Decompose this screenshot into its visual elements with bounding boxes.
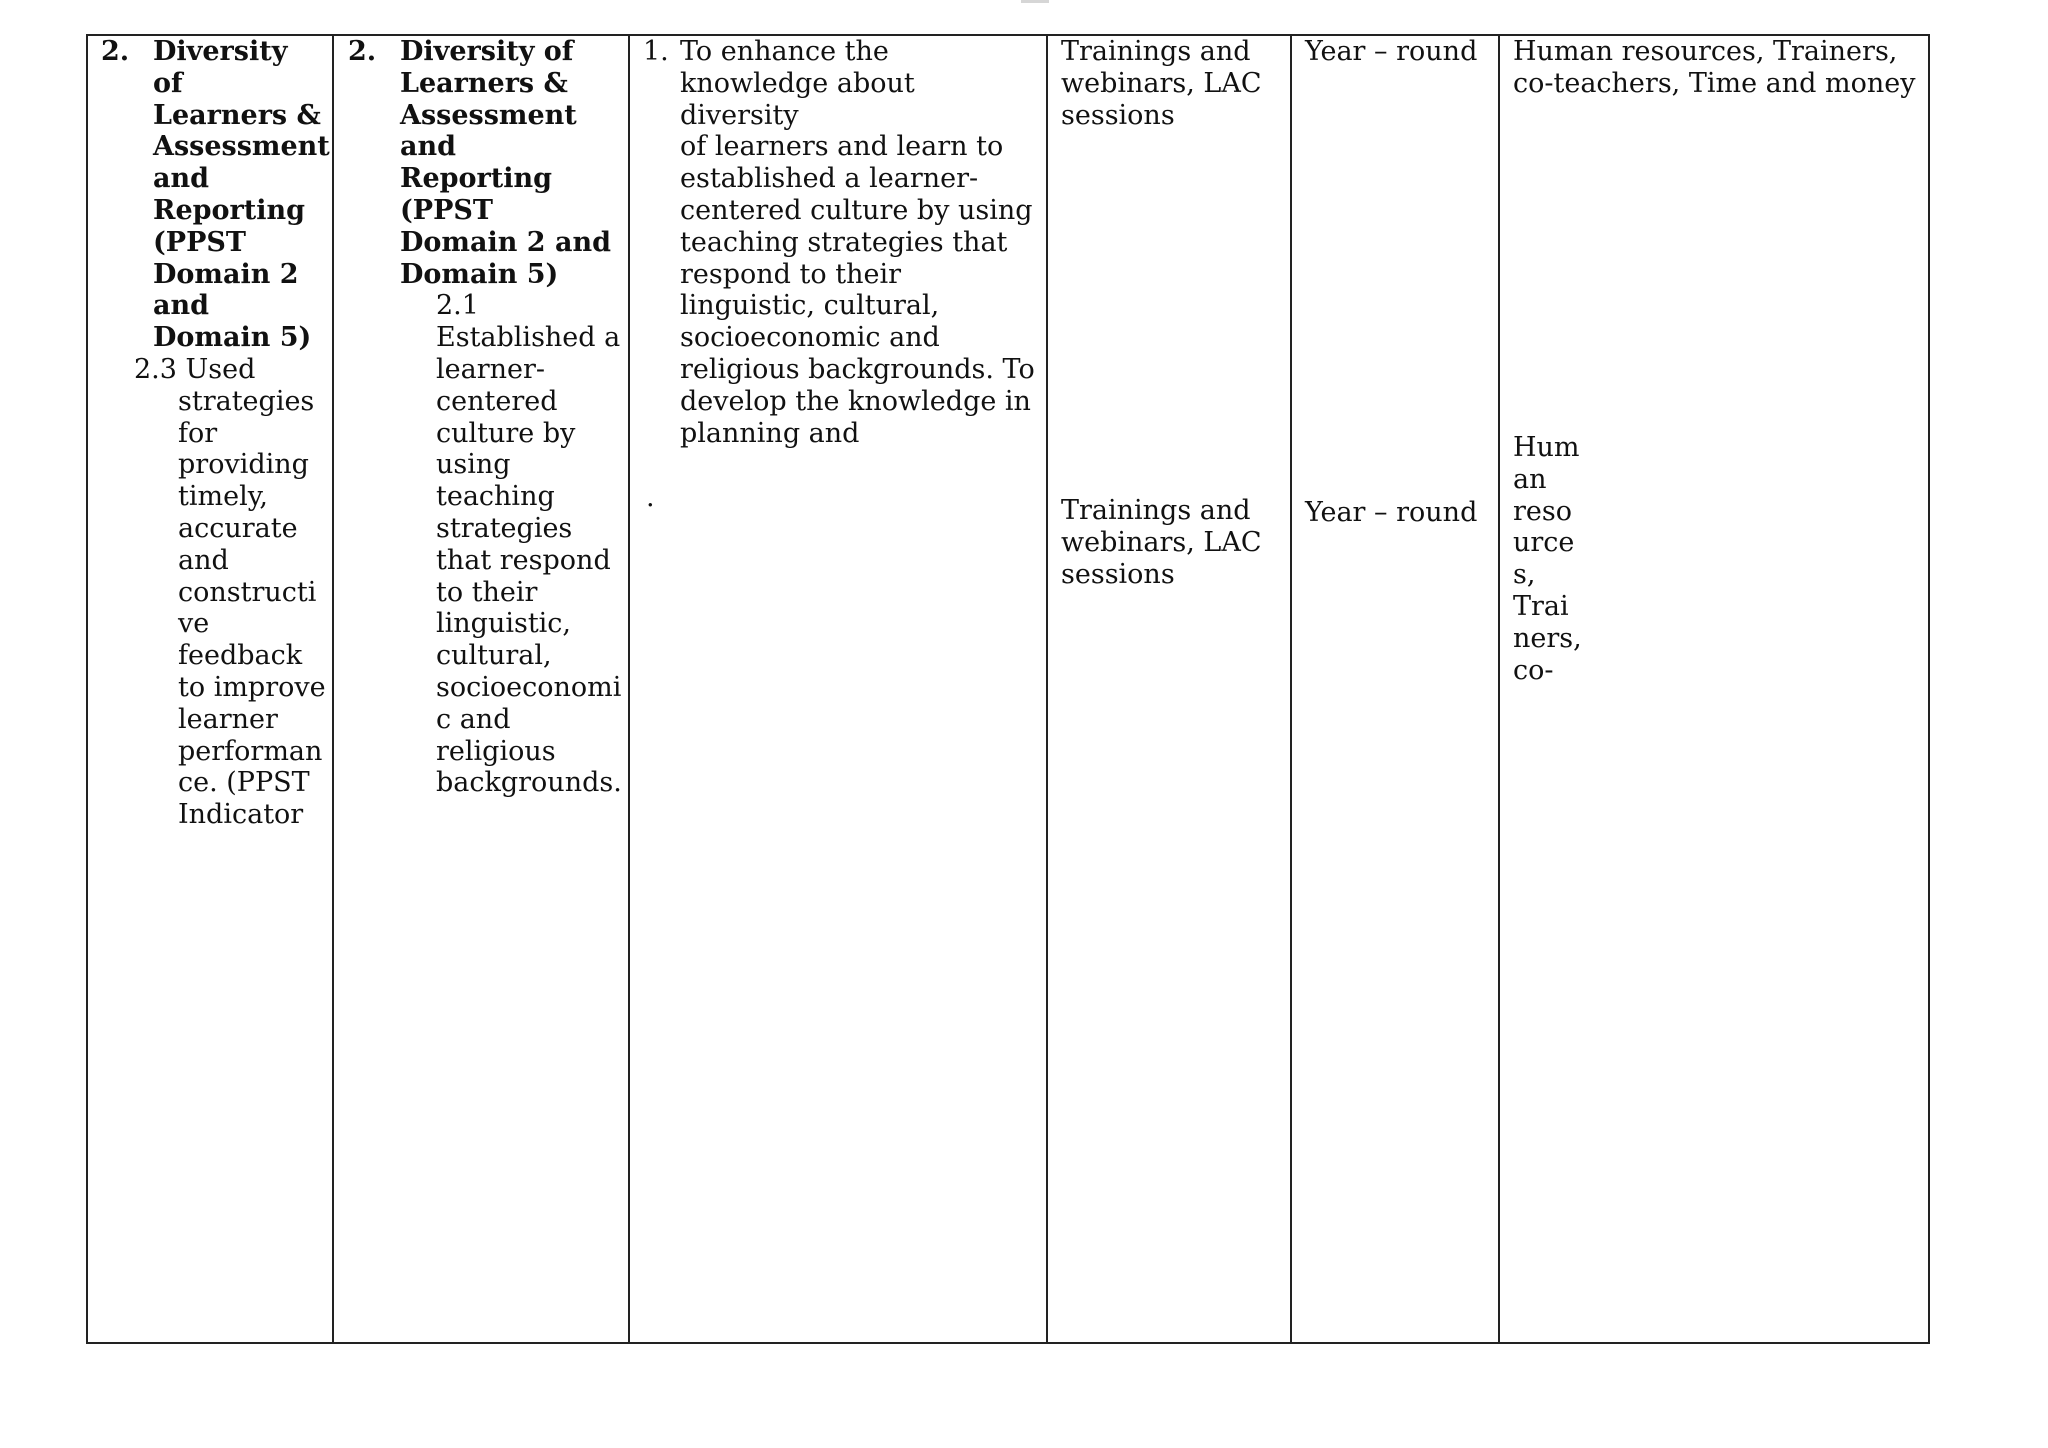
heading-line: Reporting [400,163,552,195]
indicator-line: backgrounds. [436,767,622,799]
resources-line: Trai [1513,590,1569,622]
competency-cell [333,35,629,1343]
domain-heading [334,36,628,290]
indicator-line: 2.3 Used [134,353,256,385]
indicator-line: Established a [436,322,621,354]
activity-line: webinars, LAC [1061,67,1262,99]
objective-line: centered culture by using [680,194,1033,226]
objective-line: respond to their [680,258,901,290]
activity-line: sessions [1061,558,1175,590]
objective-line: To enhance the [680,36,889,67]
activity-line: Trainings and [1061,495,1251,526]
indicator-text [334,290,626,799]
objective-item [630,36,1046,449]
objective-line: planning and [680,417,860,449]
heading-line: Learners & [153,99,321,131]
heading-line: Learners & [400,67,568,99]
heading-line: Domain 5) [153,322,312,354]
objective-number: 1. [643,36,669,67]
activity-line: Trainings and [1061,36,1251,67]
resources-line: co-teachers, Time and money [1513,67,1916,99]
activity-block [1048,495,1281,590]
resources-line: an [1513,463,1547,495]
domain-heading [88,36,332,354]
objective-line: develop the knowledge in [680,385,1031,417]
indicator-line: constructi [178,576,317,608]
resources-block [1500,36,1923,100]
indicator-line: c and [436,703,511,735]
indicator-line: and [178,544,229,576]
objective-line: teaching strategies that [680,226,1008,258]
indicator-line: accurate [178,512,298,544]
resources-line: urce [1513,527,1575,559]
indicator-line: to improve [178,671,326,703]
timeline-text: Year – round [1305,36,1478,67]
resources-line: Hum [1513,432,1580,463]
resources-cell [1499,35,1929,1343]
activity-block [1048,36,1281,131]
objective-line: established a learner- [680,163,979,195]
indicator-line: socioeconomi [436,671,622,703]
heading-line: Domain 2 and [400,226,611,258]
timeline-cell [1291,35,1499,1343]
heading-line: Domain 5) [400,258,559,290]
activity-line: sessions [1061,99,1175,131]
page-top-mark [1021,0,1049,3]
heading-line: (PPST [400,194,493,226]
indicator-line: ve [178,608,210,640]
indicator-line: performan [178,735,323,767]
objective-line: linguistic, cultural, [680,290,940,322]
indicator-line: learner- [436,353,546,385]
indicator-line: for [178,417,218,449]
resources-block [1500,432,1583,686]
objectives-cell [629,35,1047,1343]
objective-area-cell [87,35,333,1343]
indicator-line: ce. (PPST [178,767,310,799]
resources-line: ners, [1513,622,1582,654]
indicator-line: cultural, [436,640,552,672]
heading-line: and [153,163,210,195]
indicator-line: providing [178,449,309,481]
table-row [87,35,1929,1343]
heading-line: (PPST [153,226,246,258]
heading-line: and [400,131,457,163]
heading-line: Domain 2 [153,258,299,290]
indicator-line: teaching [436,481,555,513]
resources-line: s, [1513,559,1536,591]
indicator-line: religious [436,735,556,767]
objective-line: of learners and learn to [680,131,1004,163]
heading-line: Diversity of [153,36,288,99]
indicator-line: learner [178,703,278,735]
indicator-line: linguistic, [436,608,572,640]
heading-line: Assessment [400,99,577,131]
heading-line: and [153,290,210,322]
resources-line: Human resources, Trainers, [1513,36,1898,67]
objective-text [680,36,1040,449]
indicator-line: strategies [436,512,573,544]
development-plan-table [86,34,1930,1344]
indicator-line: timely, [178,481,268,513]
resources-line: reso [1513,495,1572,527]
heading-line: Diversity of [400,36,574,67]
indicator-line: using [436,449,511,481]
heading-number: 2. [348,36,377,67]
indicator-line: feedback [178,640,303,672]
resources-line: co- [1513,654,1554,686]
indicator-line: that respond [436,544,611,576]
indicator-line: culture by [436,417,576,449]
indicator-line: strategies [178,385,315,417]
heading-text [400,36,628,290]
heading-line: Reporting [153,194,305,226]
heading-text [153,36,330,354]
indicator-line: Indicator [178,799,304,831]
indicator-line: 2.1 [436,290,479,322]
indicator-line: to their [436,576,538,608]
indicator-line: centered [436,385,558,417]
timeline-text: Year – round [1305,497,1478,528]
heading-line: Assessment [153,131,330,163]
objective-line: religious backgrounds. To [680,353,1035,385]
objective-line: socioeconomic and [680,322,940,354]
objective-line: knowledge about diversity [680,67,915,131]
activities-cell [1047,35,1291,1343]
bullet-dot: . [646,482,655,513]
activity-line: webinars, LAC [1061,526,1262,558]
indicator-text [88,354,332,831]
heading-number: 2. [101,36,130,67]
